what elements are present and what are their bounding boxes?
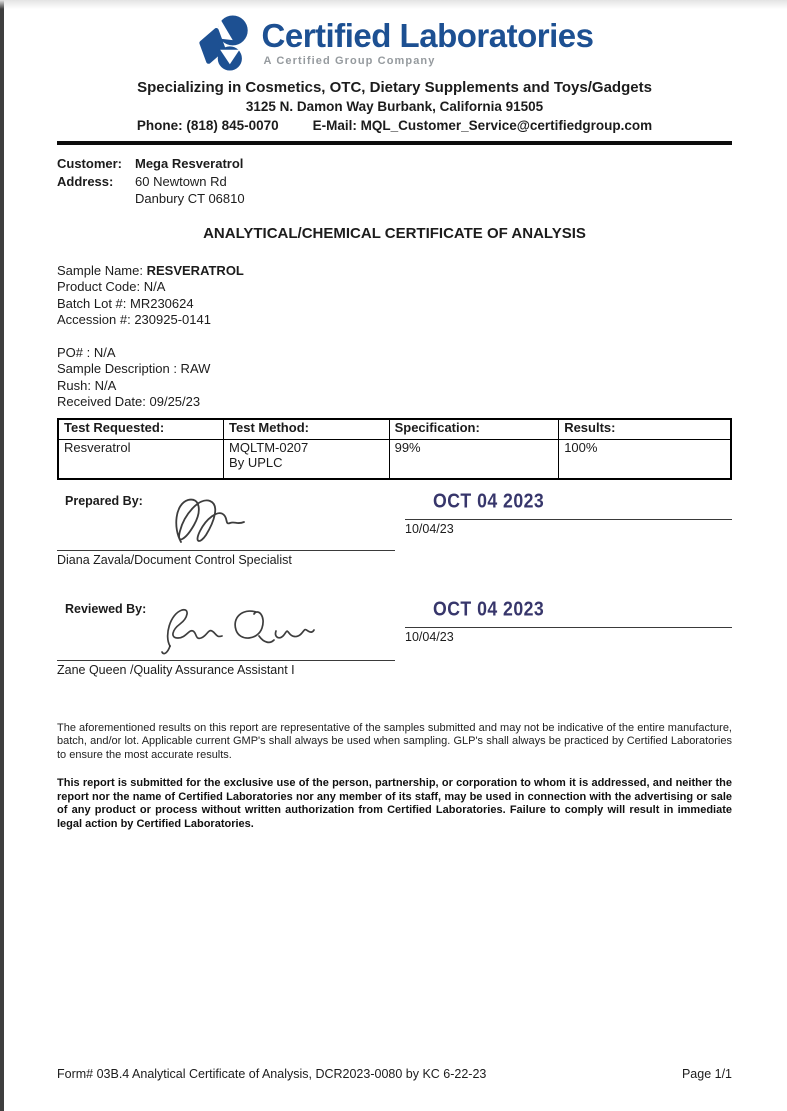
product-code-line: Product Code: N/A [57,279,166,294]
customer-block [57,155,732,208]
page-left-edge [0,0,4,1111]
col-test-requested: Test Requested: [58,419,224,440]
accession-line: Accession #: 230925-0141 [57,312,211,327]
results-table [57,418,732,480]
logo [57,12,732,74]
reviewed-by-section [57,600,732,678]
cell-test: Resveratrol [58,439,224,479]
sample-info [57,263,732,411]
customer-label: Customer: [57,156,123,171]
header-divider [57,141,732,145]
po-line: PO# : N/A [57,344,116,360]
col-specification: Specification: [389,419,559,440]
reviewed-by-signature [156,602,316,660]
phone: Phone: (818) 845-0070 [136,118,279,133]
prepared-by-section [57,492,732,568]
cell-result: 100% [559,439,731,479]
reviewed-by-label: Reviewed By: [65,601,147,616]
lab-address-line: 3125 N. Damon Way Burbank, California 91505 [245,99,544,114]
email: E-Mail: MQL_Customer_Service@certifiedgroup.com [312,118,653,133]
address-label: Address: [57,173,114,189]
customer-name: Mega Resveratrol [135,156,244,171]
contact-line [57,116,732,135]
cell-specification: 99% [389,439,559,479]
prepared-date-stamp: OCT 04 2023 [433,490,545,513]
customer-address-line1: 60 Newtown Rd [135,173,227,189]
prepared-by-name-title: Diana Zavala/Document Control Specialist [57,552,292,567]
results-disclaimer: The aforementioned results on this report are representative of the samples submitted and may not be indicative of the entire manufacture, batch, and/or lot. Applicable current GMP's shall always be used when sampling. GLP's shall always be practiced by Certified Laboratories to ensure the most accurate results. [57,721,732,761]
reviewed-by-name-title: Zane Queen /Quality Assurance Assistant I [57,662,295,677]
sample-name-line: Sample Name: RESVERATROL [57,262,244,278]
letterhead [57,78,732,135]
specialization-line: Specializing in Cosmetics, OTC, Dietary Supplements and Toys/Gadgets [137,79,652,96]
prepared-by-label: Prepared By: [65,493,143,508]
page-footer [57,1067,732,1111]
page-top-shadow [0,0,787,9]
company-name: Certified Laboratories [261,16,594,54]
document-title: ANALYTICAL/CHEMICAL CERTIFICATE OF ANALYSIS [203,224,586,242]
page-number: Page 1/1 [681,1067,732,1081]
sample-name-value: RESVERATROL [146,262,244,278]
legal-disclaimer: This report is submitted for the exclusive use of the person, partnership, or corporation to whom it is addressed, and neither the report nor the name of Certified Laboratories nor any member of its staff, may be used in connection with the advertising or sale of any product or process without written authorization from Certified Laboratories. Failure to comply will result in immediate legal action by Certified Laboratories. [57,777,732,830]
table-row [58,439,731,479]
cell-method: MQLTM-0207 By UPLC [224,439,390,479]
sample-description-line: Sample Description : RAW [57,361,211,376]
prepared-date: 10/04/23 [405,521,454,536]
col-test-method: Test Method: [224,419,390,440]
reviewed-date: 10/04/23 [405,629,454,644]
batch-lot-line: Batch Lot #: MR230624 [57,295,194,311]
reviewed-date-stamp: OCT 04 2023 [433,598,545,621]
certified-group-logo-icon [196,14,254,72]
customer-address-line2: Danbury CT 06810 [135,191,245,206]
company-tagline: A Certified Group Company [263,55,436,68]
rush-line: Rush: N/A [57,377,117,393]
results-table-header-row [58,419,731,440]
col-results: Results: [559,419,731,440]
prepared-by-signature [169,494,259,548]
received-date-line: Received Date: 09/25/23 [57,394,201,409]
form-number: Form# 03B.4 Analytical Certificate of Analysis, DCR2023-0080 by KC 6-22-23 [57,1067,487,1081]
